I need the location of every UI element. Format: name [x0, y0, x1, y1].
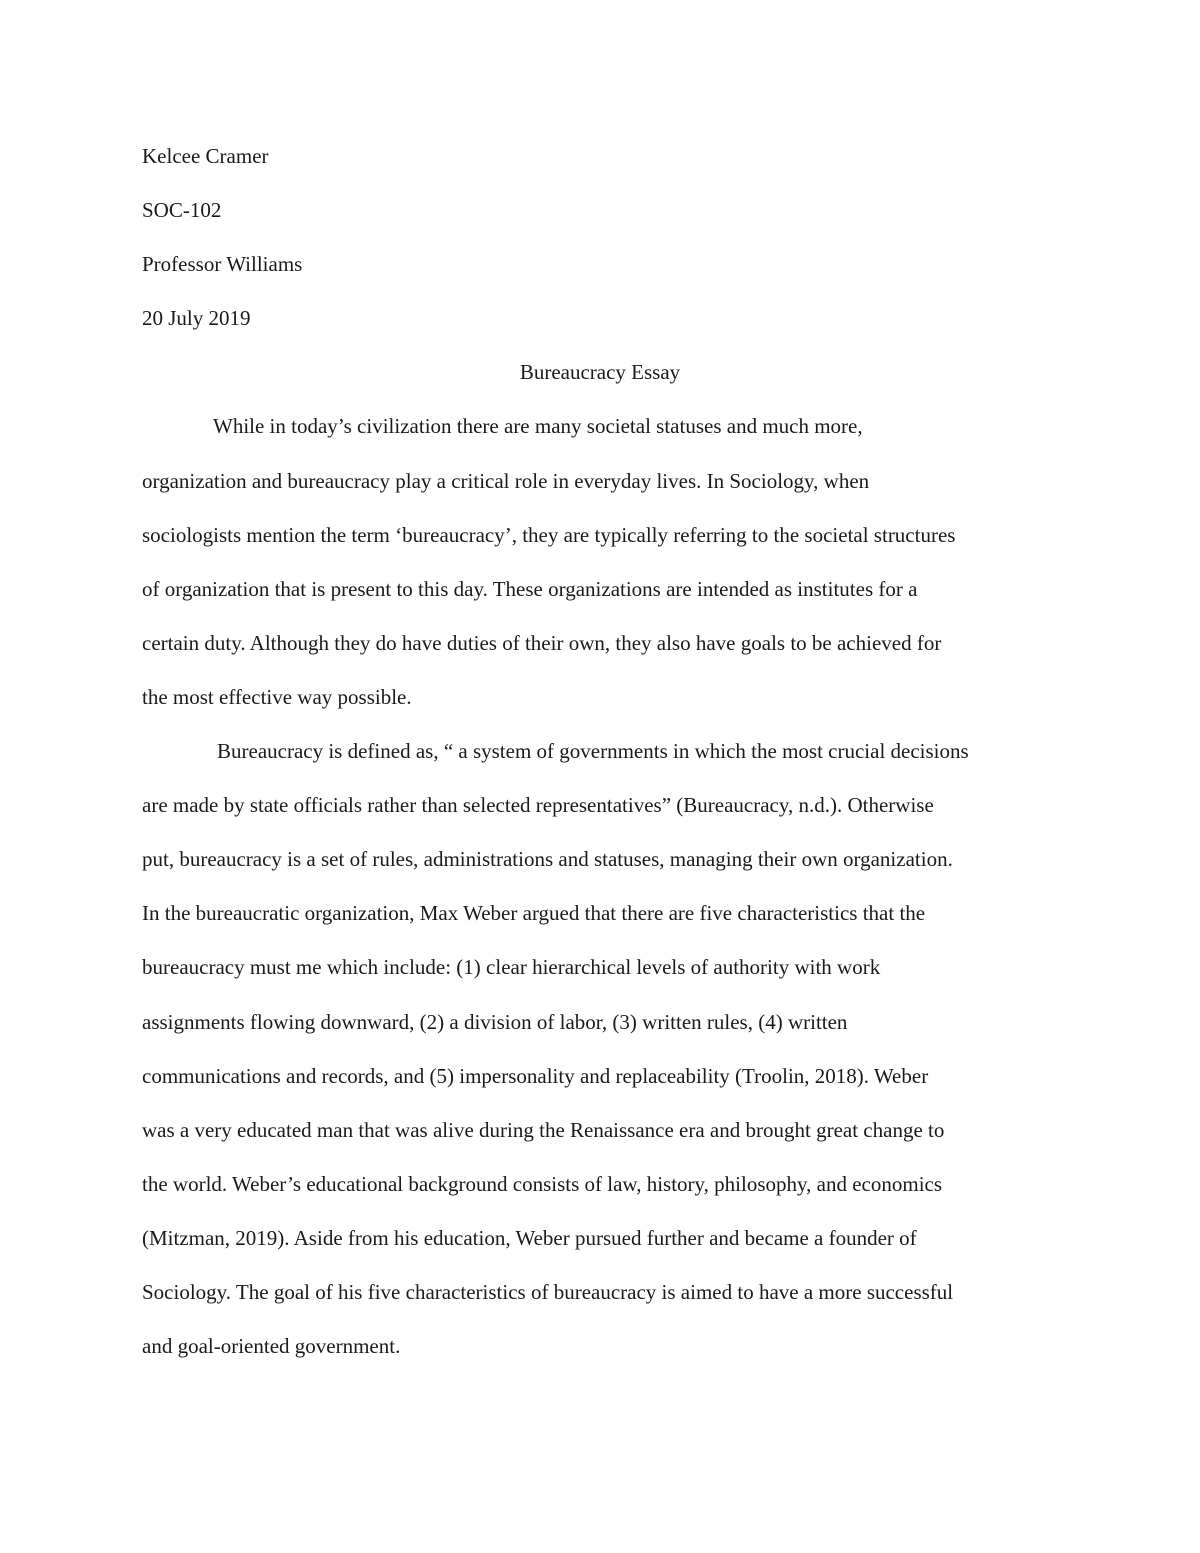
paragraph-line: the most effective way possible. — [142, 685, 412, 709]
paragraph-line: Sociology. The goal of his five characteristics of bureaucracy is aimed to have a more successful — [142, 1280, 954, 1304]
essay-date: 20 July 2019 — [142, 306, 251, 330]
paragraph-line: assignments flowing downward, (2) a division of labor, (3) written rules, (4) written — [142, 1010, 848, 1034]
course-code: SOC-102 — [142, 198, 222, 222]
paragraph-line: was a very educated man that was alive during the Renaissance era and brought great change to — [142, 1118, 945, 1142]
paragraph-line: (Mitzman, 2019). Aside from his education, Weber pursued further and became a founder of — [142, 1226, 917, 1250]
essay-title: Bureaucracy Essay — [519, 360, 681, 384]
paragraph-line: Bureaucracy is defined as, “ a system of governments in which the most crucial decisions — [217, 739, 969, 763]
paragraph-line: organization and bureaucracy play a critical role in everyday lives. In Sociology, when — [142, 469, 870, 493]
paragraph-line: sociologists mention the term ‘bureaucracy’, they are typically referring to the societal structures — [142, 523, 956, 547]
paragraph-line: the world. Weber’s educational background consists of law, history, philosophy, and economics — [142, 1172, 943, 1196]
paragraph-line: of organization that is present to this day. These organizations are intended as institutes for a — [142, 577, 918, 601]
paragraph-line: and goal-oriented government. — [142, 1334, 401, 1358]
paragraph-line: While in today’s civilization there are many societal statuses and much more, — [213, 414, 863, 438]
author-name: Kelcee Cramer — [142, 144, 269, 168]
paragraph-line: are made by state officials rather than selected representatives” (Bureaucracy, n.d.). Otherwise — [142, 793, 934, 817]
paragraph-line: bureaucracy must me which include: (1) clear hierarchical levels of authority with work — [142, 955, 881, 979]
paragraph-line: communications and records, and (5) impersonality and replaceability (Troolin, 2018). Weber — [142, 1064, 929, 1088]
paragraph-line: certain duty. Although they do have duties of their own, they also have goals to be achieved for — [142, 631, 942, 655]
paragraph-line: In the bureaucratic organization, Max Weber argued that there are five characteristics that the — [142, 901, 926, 925]
paragraph-line: put, bureaucracy is a set of rules, administrations and statuses, managing their own organization. — [142, 847, 953, 871]
professor-name: Professor Williams — [142, 252, 303, 276]
